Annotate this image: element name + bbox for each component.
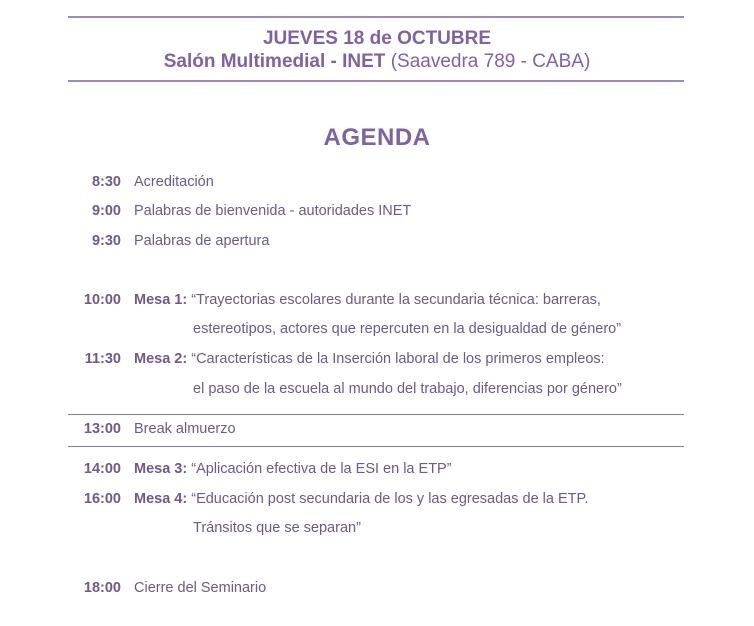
mesa-label: Mesa 4: — [134, 491, 188, 507]
event-venue — [0, 51, 754, 73]
agenda-text: Cierre del Seminario — [134, 580, 267, 596]
mesa-title: “Trayectorias escolares durante la secundaria técnica: barreras, — [191, 292, 601, 308]
agenda-text: Break almuerzo — [134, 421, 236, 437]
agenda-item — [0, 230, 754, 252]
break-divider-top — [68, 414, 684, 415]
agenda-time: 11:30 — [84, 351, 121, 367]
agenda-time: 10:00 — [83, 292, 121, 308]
agenda-text: Palabras de bienvenida - autoridades INET — [134, 203, 412, 219]
agenda-item — [0, 458, 754, 480]
agenda-text-line — [134, 488, 588, 510]
mesa-title-continued: el paso de la escuela al mundo del trabajo, diferencias por género” — [193, 381, 622, 397]
agenda-text-line — [134, 458, 452, 480]
break-divider-bottom — [68, 446, 684, 447]
mesa-label: Mesa 2: — [134, 351, 188, 367]
header-divider — [68, 80, 684, 82]
mesa-title: “Características de la Inserción laboral de los primeros empleos: — [191, 351, 605, 367]
agenda-item — [0, 348, 754, 370]
event-date: JUEVES 18 de OCTUBRE — [262, 28, 492, 49]
agenda-text: Palabras de apertura — [134, 233, 270, 249]
venue-name: Salón Multimedial - INET — [163, 51, 386, 72]
agenda-time: 9:00 — [91, 203, 121, 219]
agenda-title: AGENDA — [323, 124, 431, 151]
agenda-text-line — [134, 348, 605, 370]
agenda-time: 14:00 — [83, 461, 121, 477]
agenda-item — [0, 200, 754, 222]
agenda-item-continuation — [0, 378, 754, 400]
agenda-time: 18:00 — [83, 580, 121, 596]
agenda-item-continuation — [0, 517, 754, 539]
mesa-title-continued: estereotipos, actores que repercuten en la desigualdad de género” — [193, 321, 622, 337]
agenda-text: Acreditación — [134, 174, 214, 190]
mesa-title: “Aplicación efectiva de la ESI en la ETP” — [191, 461, 452, 477]
top-divider — [68, 16, 684, 18]
venue-address: (Saavedra 789 - CABA) — [390, 51, 591, 72]
agenda-time: 16:00 — [83, 491, 121, 507]
mesa-label: Mesa 1: — [134, 292, 188, 308]
agenda-text-line — [134, 289, 601, 311]
agenda-item — [0, 418, 754, 440]
mesa-title: “Educación post secundaria de los y las egresadas de la ETP. — [191, 491, 589, 507]
agenda-item — [0, 171, 754, 193]
agenda-time: 9:30 — [91, 233, 121, 249]
agenda-item — [0, 488, 754, 510]
agenda-item-continuation — [0, 318, 754, 340]
mesa-label: Mesa 3: — [134, 461, 188, 477]
agenda-time: 13:00 — [83, 421, 121, 437]
agenda-item — [0, 577, 754, 599]
agenda-time: 8:30 — [91, 174, 121, 190]
mesa-title-continued: Tránsitos que se separan” — [193, 520, 361, 536]
agenda-item — [0, 289, 754, 311]
